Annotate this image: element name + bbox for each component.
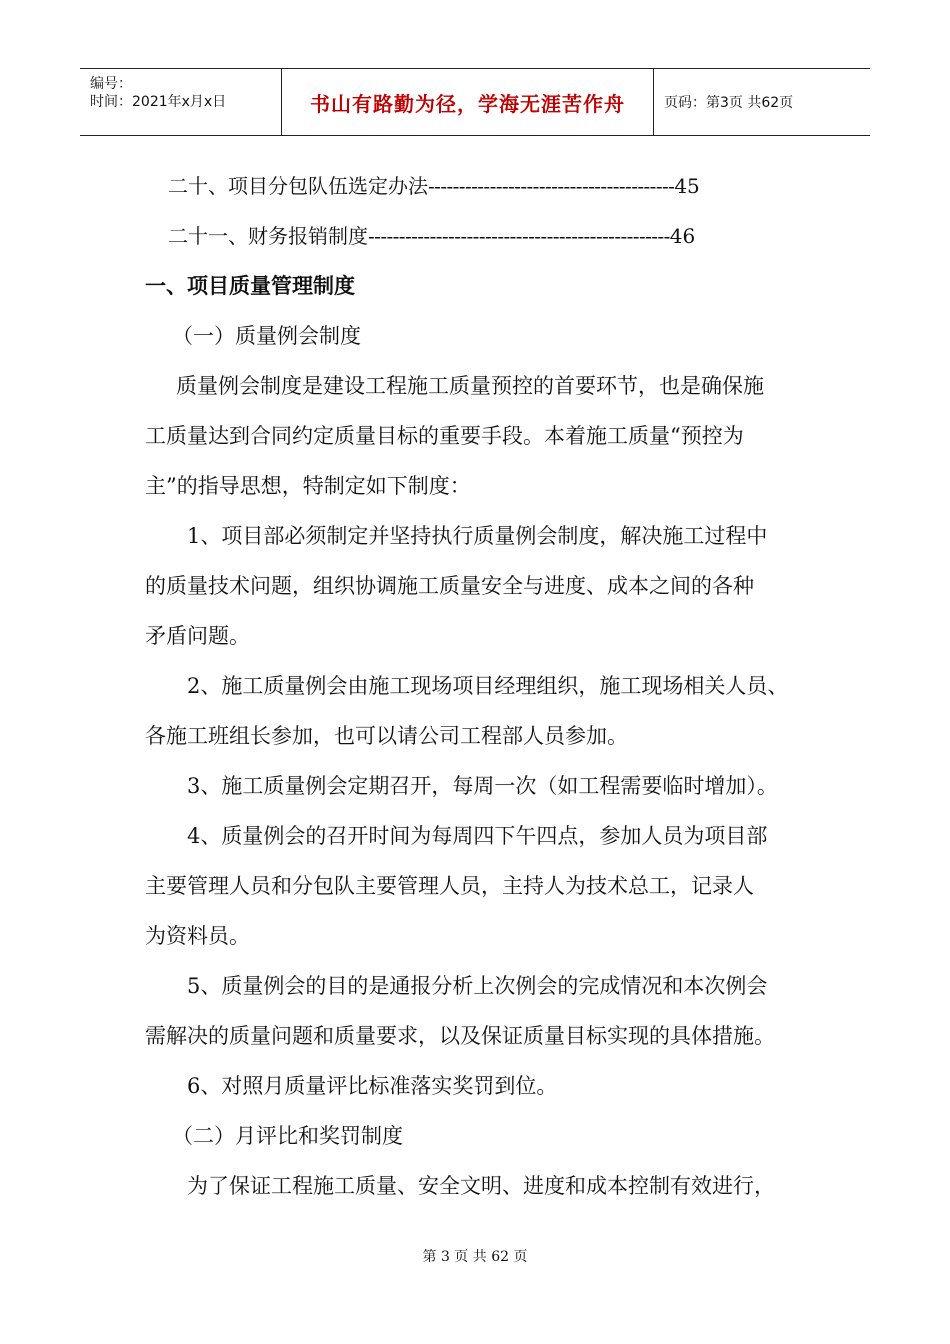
toc-entry[interactable] [168,220,695,249]
toc-page-number: 46 [669,224,696,248]
paragraph-line: 为了保证工程施工质量、安全文明、进度和成本控制有效进行， [187,1174,775,1198]
page-footer: 第 3 页 共 62 页 [422,1249,528,1265]
header-motto: 书山有路勤为径，学海无涯苦作舟 [310,91,625,116]
header-motto-cell [282,69,654,135]
toc-page-number: 45 [674,174,700,198]
paragraph-line: 质量例会制度是建设工程施工质量预控的首要环节，也是确保施 [176,374,764,398]
paragraph-line: 3、施工质量例会定期召开，每周一次（如工程需要临时增加）。 [187,774,778,798]
paragraph-line: 4、质量例会的召开时间为每周四下午四点，参加人员为项目部 [187,824,768,848]
toc-leader-dots: ---------------------------------------- [428,174,675,198]
paragraph-line: 为资料员。 [145,924,250,948]
paragraph-line: 的质量技术问题，组织协调施工质量安全与进度、成本之间的各种 [145,574,754,598]
section-title: 一、项目质量管理制度 [145,274,355,298]
toc-entry[interactable] [168,170,700,199]
toc-entry-title: 二十、项目分包队伍选定办法 [168,174,428,198]
paragraph-line: 1、项目部必须制定并坚持执行质量例会制度，解决施工过程中 [187,524,768,548]
page-header [80,68,870,136]
paragraph-line: 矛盾问题。 [145,624,250,648]
paragraph-line: 主”的指导思想，特制定如下制度： [145,474,471,498]
serial-number-label: 编号： [90,76,132,92]
subsection-heading: （二）月评比和奖罚制度 [172,1124,403,1148]
paragraph-line: 各施工班组长参加，也可以请公司工程部人员参加。 [145,724,628,748]
subsection-heading: （一）质量例会制度 [172,324,361,348]
header-page-cell [654,69,870,135]
paragraph-line: 主要管理人员和分包队主要管理人员，主持人为技术总工，记录人 [145,874,754,898]
paragraph-line: 工质量达到合同约定质量目标的重要手段。本着施工质量“预控为 [145,424,744,448]
paragraph-line: 需解决的质量问题和质量要求，以及保证质量目标实现的具体措施。 [145,1024,775,1048]
header-page-info: 页码：第3页 共62页 [664,95,794,111]
paragraph-line: 6、对照月质量评比标准落实奖罚到位。 [187,1074,558,1098]
toc-entry-title: 二十一、财务报销制度 [168,224,368,248]
paragraph-line: 5、质量例会的目的是通报分析上次例会的完成情况和本次例会 [187,974,768,998]
header-meta-cell [80,69,282,135]
toc-leader-dots: ------------------------------------------------- [368,224,670,248]
time-label: 时间：2021年x月x日 [90,94,227,110]
paragraph-line: 2、施工质量例会由施工现场项目经理组织，施工现场相关人员、 [187,674,789,698]
